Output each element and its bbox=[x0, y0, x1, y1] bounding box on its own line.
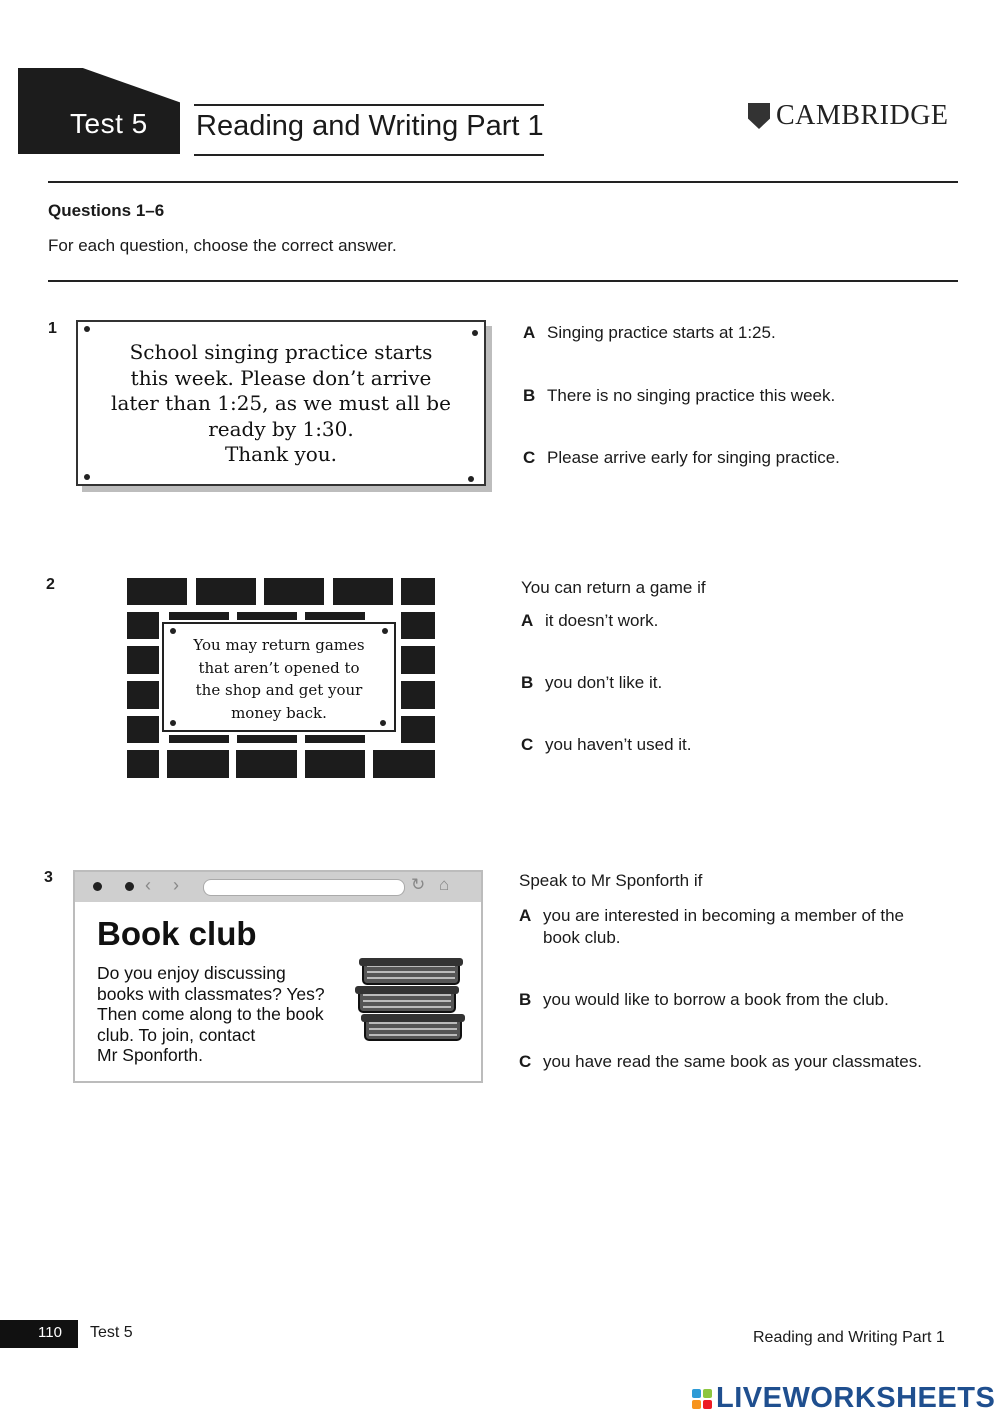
pin-icon bbox=[472, 330, 478, 336]
question-stem: You can return a game if bbox=[521, 578, 706, 597]
option-b[interactable] bbox=[519, 990, 889, 1010]
brick bbox=[401, 646, 435, 674]
notice-line: that aren’t opened to bbox=[198, 658, 360, 677]
brick bbox=[167, 750, 229, 778]
option-b[interactable] bbox=[523, 386, 835, 406]
back-icon: ‹ bbox=[145, 875, 151, 895]
brick bbox=[169, 612, 229, 620]
brick bbox=[127, 612, 159, 639]
option-text: you have read the same book as your classmates. bbox=[543, 1052, 922, 1071]
brick bbox=[237, 735, 297, 743]
brick bbox=[305, 612, 365, 620]
brick bbox=[237, 612, 297, 620]
test-label: Test 5 bbox=[70, 108, 148, 139]
browser-window bbox=[73, 870, 483, 1083]
option-c[interactable] bbox=[521, 735, 691, 755]
pin-icon bbox=[84, 474, 90, 480]
notice-line: ready by 1:30. bbox=[208, 416, 354, 441]
brick bbox=[127, 716, 159, 743]
brick bbox=[373, 750, 435, 778]
brick bbox=[127, 646, 159, 674]
option-letter: A bbox=[521, 611, 534, 630]
divider bbox=[48, 280, 958, 282]
option-c[interactable] bbox=[523, 448, 840, 468]
brick bbox=[169, 735, 229, 743]
brand-logo bbox=[748, 100, 949, 132]
notice-line: the shop and get your bbox=[195, 681, 363, 699]
instruction-text: For each question, choose the correct answer. bbox=[48, 236, 397, 255]
brick bbox=[127, 578, 187, 605]
home-icon: ⌂ bbox=[439, 875, 450, 894]
footer-test-label: Test 5 bbox=[90, 1324, 133, 1341]
option-text: you haven’t used it. bbox=[545, 735, 692, 754]
pin-icon bbox=[468, 476, 474, 482]
option-letter: B bbox=[523, 386, 536, 405]
page-number: 110 bbox=[38, 1324, 62, 1341]
pin-icon bbox=[382, 628, 388, 634]
brick bbox=[196, 578, 256, 605]
option-letter: C bbox=[519, 1052, 532, 1071]
pin-icon bbox=[84, 326, 90, 332]
option-text: There is no singing practice this week. bbox=[547, 386, 836, 405]
brick bbox=[127, 750, 159, 778]
question-number: 3 bbox=[44, 869, 53, 886]
brick bbox=[305, 735, 365, 743]
option-letter: A bbox=[523, 323, 536, 342]
notice-line: club. To join, contact bbox=[97, 1024, 256, 1045]
pin-icon bbox=[380, 720, 386, 726]
brick bbox=[236, 750, 297, 778]
option-text: you would like to borrow a book from the club. bbox=[543, 990, 889, 1009]
notice-line: later than 1:25, as we must all be bbox=[111, 391, 451, 415]
notice-line: books with classmates? Yes? bbox=[97, 983, 325, 1004]
questions-heading: Questions 1–6 bbox=[48, 201, 165, 220]
notice-card bbox=[76, 320, 486, 486]
option-letter: A bbox=[519, 906, 532, 925]
brick bbox=[333, 578, 393, 605]
question-number: 2 bbox=[46, 576, 55, 593]
notice-text bbox=[78, 322, 484, 468]
option-a[interactable] bbox=[519, 905, 929, 949]
notice-line: this week. Please don’t arrive bbox=[130, 365, 432, 390]
brick bbox=[401, 612, 435, 639]
notice-line: Then come along to the book bbox=[97, 1004, 324, 1024]
option-text: you are interested in becoming a member of the book club. bbox=[543, 906, 904, 947]
option-text: Please arrive early for singing practice. bbox=[547, 448, 840, 467]
browser-toolbar bbox=[75, 872, 481, 902]
watermark bbox=[692, 1382, 995, 1415]
option-text: it doesn’t work. bbox=[545, 611, 659, 630]
window-dot-icon bbox=[125, 882, 134, 891]
notice-card bbox=[162, 622, 396, 732]
notice-line: Mr Sponforth. bbox=[97, 1045, 204, 1065]
reload-icon: ↻ bbox=[411, 875, 426, 894]
option-letter: C bbox=[521, 735, 534, 754]
forward-icon: › bbox=[173, 875, 179, 895]
book-club-title: Book club bbox=[97, 915, 257, 952]
option-c[interactable] bbox=[519, 1052, 922, 1072]
option-text: you don’t like it. bbox=[545, 673, 663, 692]
option-letter: C bbox=[523, 448, 536, 467]
divider bbox=[48, 181, 958, 183]
page-title: Reading and Writing Part 1 bbox=[196, 110, 544, 142]
window-dot-icon bbox=[93, 882, 102, 891]
option-a[interactable] bbox=[521, 611, 658, 631]
books-icon bbox=[355, 952, 470, 1052]
footer-section-label: Reading and Writing Part 1 bbox=[753, 1329, 945, 1346]
notice-text bbox=[164, 624, 394, 724]
option-a[interactable] bbox=[523, 323, 776, 343]
notice-line: Do you enjoy discussing bbox=[97, 963, 286, 983]
address-bar bbox=[203, 879, 405, 896]
pin-icon bbox=[170, 720, 176, 726]
brick bbox=[401, 681, 435, 709]
option-letter: B bbox=[519, 990, 532, 1009]
option-text: Singing practice starts at 1:25. bbox=[547, 323, 776, 342]
notice-line: money back. bbox=[231, 703, 327, 722]
notice-line: Thank you. bbox=[224, 442, 338, 466]
watermark-text: LIVEWORKSHEETS bbox=[716, 1382, 996, 1414]
pin-icon bbox=[170, 628, 176, 634]
book-club-text bbox=[97, 963, 359, 1066]
brick bbox=[127, 681, 159, 709]
shield-icon bbox=[748, 103, 770, 129]
notice-line: You may return games bbox=[193, 636, 365, 654]
option-letter: B bbox=[521, 673, 534, 692]
question-number: 1 bbox=[48, 320, 57, 337]
brick bbox=[401, 716, 435, 743]
question-stem: Speak to Mr Sponforth if bbox=[519, 871, 703, 890]
notice-line: School singing practice starts bbox=[129, 340, 433, 364]
brick bbox=[305, 750, 365, 778]
liveworksheets-logo-icon bbox=[692, 1389, 712, 1409]
option-b[interactable] bbox=[521, 673, 662, 693]
brick bbox=[401, 578, 435, 605]
brand-name: CAMBRIDGE bbox=[776, 100, 949, 131]
brick bbox=[264, 578, 324, 605]
